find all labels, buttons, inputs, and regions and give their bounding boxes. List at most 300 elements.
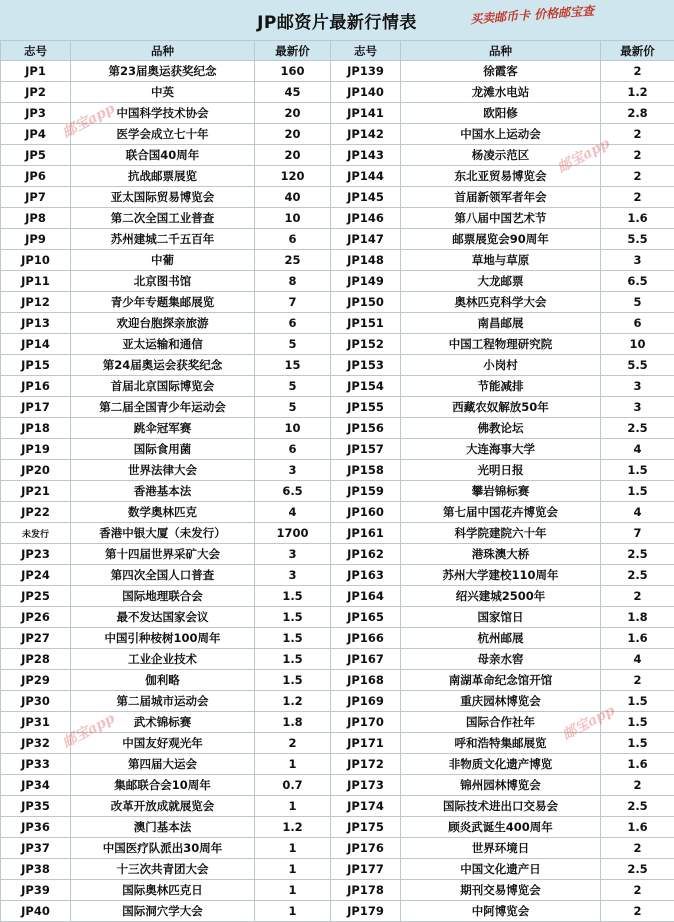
cell-name: 中国水上运动会 <box>401 124 601 145</box>
header-code: 志号 <box>1 41 71 61</box>
cell-name: 中国工程物理研究院 <box>401 334 601 355</box>
cell-price: 10 <box>255 208 331 229</box>
table-row <box>1 502 674 523</box>
cell-price: 5.5 <box>601 229 674 250</box>
cell-name: 苏州建城二千五百年 <box>71 229 255 250</box>
cell-name: 杨凌示范区 <box>401 145 601 166</box>
cell-price: 3 <box>255 544 331 565</box>
cell-price: 2 <box>601 880 674 901</box>
cell-code: JP151 <box>331 313 401 334</box>
cell-code: JP173 <box>331 775 401 796</box>
cell-name: 徐霞客 <box>401 61 601 82</box>
cell-name: 杭州邮展 <box>401 628 601 649</box>
cell-name: 顾炎武诞生400周年 <box>401 817 601 838</box>
table-row <box>1 733 674 754</box>
cell-name: 大连海事大学 <box>401 439 601 460</box>
cell-code: JP38 <box>1 859 71 880</box>
cell-price: 10 <box>601 334 674 355</box>
header-row <box>1 41 674 61</box>
cell-name: 光明日报 <box>401 460 601 481</box>
table-row <box>1 607 674 628</box>
cell-price: 120 <box>255 166 331 187</box>
table-row <box>1 838 674 859</box>
cell-price: 2 <box>601 586 674 607</box>
cell-code: JP145 <box>331 187 401 208</box>
cell-name: 中国引种桉树100周年 <box>71 628 255 649</box>
cell-name: 跳伞冠军赛 <box>71 418 255 439</box>
cell-price: 20 <box>255 145 331 166</box>
cell-price: 1.2 <box>255 691 331 712</box>
cell-price: 2.5 <box>601 859 674 880</box>
cell-price: 5.5 <box>601 355 674 376</box>
cell-code: JP174 <box>331 796 401 817</box>
table-row <box>1 397 674 418</box>
table-row <box>1 229 674 250</box>
cell-name: 国际地理联合会 <box>71 586 255 607</box>
cell-code: JP150 <box>331 292 401 313</box>
cell-code: JP172 <box>331 754 401 775</box>
cell-code: 未发行 <box>1 523 71 544</box>
cell-name: 草地与草原 <box>401 250 601 271</box>
cell-price: 1 <box>255 796 331 817</box>
table-row <box>1 754 674 775</box>
cell-name: 第二届全国青少年运动会 <box>71 397 255 418</box>
cell-code: JP153 <box>331 355 401 376</box>
cell-code: JP175 <box>331 817 401 838</box>
cell-code: JP178 <box>331 880 401 901</box>
table-row <box>1 439 674 460</box>
table-row <box>1 775 674 796</box>
cell-price: 1.5 <box>255 649 331 670</box>
cell-price: 7 <box>255 292 331 313</box>
cell-code: JP168 <box>331 670 401 691</box>
table-row <box>1 481 674 502</box>
cell-price: 1.5 <box>255 607 331 628</box>
cell-code: JP22 <box>1 502 71 523</box>
table-row <box>1 166 674 187</box>
cell-name: 小岗村 <box>401 355 601 376</box>
cell-name: 国际合作社年 <box>401 712 601 733</box>
cell-name: 中国科学技术协会 <box>71 103 255 124</box>
header-price: 最新价 <box>601 41 674 61</box>
cell-code: JP2 <box>1 82 71 103</box>
table-row <box>1 880 674 901</box>
cell-price: 1.5 <box>601 691 674 712</box>
cell-price: 1.5 <box>601 712 674 733</box>
cell-code: JP1 <box>1 61 71 82</box>
cell-price: 1 <box>255 838 331 859</box>
cell-price: 6 <box>255 313 331 334</box>
cell-name: 第十四届世界采矿大会 <box>71 544 255 565</box>
cell-price: 1.5 <box>255 586 331 607</box>
cell-price: 10 <box>255 418 331 439</box>
cell-price: 2.8 <box>601 103 674 124</box>
cell-price: 1.8 <box>601 607 674 628</box>
cell-price: 8 <box>255 271 331 292</box>
cell-name: 第四届大运会 <box>71 754 255 775</box>
header-price: 最新价 <box>255 41 331 61</box>
cell-code: JP11 <box>1 271 71 292</box>
cell-code: JP5 <box>1 145 71 166</box>
cell-price: 25 <box>255 250 331 271</box>
table-row <box>1 313 674 334</box>
cell-price: 20 <box>255 124 331 145</box>
cell-price: 3 <box>601 376 674 397</box>
cell-code: JP177 <box>331 859 401 880</box>
cell-code: JP39 <box>1 880 71 901</box>
cell-code: JP166 <box>331 628 401 649</box>
cell-price: 6.5 <box>601 271 674 292</box>
table-row <box>1 565 674 586</box>
cell-price: 1 <box>255 754 331 775</box>
cell-name: 医学会成立七十年 <box>71 124 255 145</box>
cell-price: 1.5 <box>601 460 674 481</box>
table-row <box>1 586 674 607</box>
watermark: 邮宝app <box>554 133 613 177</box>
cell-code: JP149 <box>331 271 401 292</box>
cell-name: 中国友好观光年 <box>71 733 255 754</box>
cell-price: 4 <box>601 439 674 460</box>
cell-name: 绍兴建城2500年 <box>401 586 601 607</box>
cell-price: 2.5 <box>601 544 674 565</box>
cell-code: JP19 <box>1 439 71 460</box>
cell-code: JP161 <box>331 523 401 544</box>
header-code: 志号 <box>331 41 401 61</box>
table-row <box>1 817 674 838</box>
cell-name: 苏州大学建校110周年 <box>401 565 601 586</box>
cell-name: 大龙邮票 <box>401 271 601 292</box>
cell-name: 港珠澳大桥 <box>401 544 601 565</box>
cell-name: 伽利略 <box>71 670 255 691</box>
cell-name: 香港基本法 <box>71 481 255 502</box>
cell-code: JP3 <box>1 103 71 124</box>
cell-name: 中国文化遗产日 <box>401 859 601 880</box>
cell-name: 国家馆日 <box>401 607 601 628</box>
cell-price: 20 <box>255 103 331 124</box>
cell-price: 2.5 <box>601 565 674 586</box>
cell-name: 龙滩水电站 <box>401 82 601 103</box>
cell-name: 十三次共青团大会 <box>71 859 255 880</box>
cell-code: JP15 <box>1 355 71 376</box>
cell-name: 世界法律大会 <box>71 460 255 481</box>
cell-code: JP36 <box>1 817 71 838</box>
cell-code: JP154 <box>331 376 401 397</box>
cell-name: 节能减排 <box>401 376 601 397</box>
cell-price: 1.2 <box>601 82 674 103</box>
cell-price: 1.5 <box>601 481 674 502</box>
cell-price: 160 <box>255 61 331 82</box>
cell-price: 1.5 <box>255 670 331 691</box>
cell-name: 工业企业技术 <box>71 649 255 670</box>
cell-name: 国际奥林匹克日 <box>71 880 255 901</box>
cell-price: 45 <box>255 82 331 103</box>
cell-name: 期刊交易博览会 <box>401 880 601 901</box>
table-row <box>1 418 674 439</box>
table-row <box>1 859 674 880</box>
cell-code: JP16 <box>1 376 71 397</box>
table-row <box>1 523 674 544</box>
table-row <box>1 61 674 82</box>
cell-name: 欢迎台胞探亲旅游 <box>71 313 255 334</box>
cell-code: JP34 <box>1 775 71 796</box>
cell-name: 国际洞穴学大会 <box>71 901 255 922</box>
table-row <box>1 628 674 649</box>
cell-code: JP144 <box>331 166 401 187</box>
cell-price: 2 <box>601 187 674 208</box>
cell-name: 抗战邮票展览 <box>71 166 255 187</box>
table-row <box>1 649 674 670</box>
cell-name: 第七届中国花卉博览会 <box>401 502 601 523</box>
cell-code: JP147 <box>331 229 401 250</box>
cell-price: 2 <box>601 775 674 796</box>
cell-code: JP156 <box>331 418 401 439</box>
cell-price: 40 <box>255 187 331 208</box>
cell-price: 5 <box>601 292 674 313</box>
cell-name: 南昌邮展 <box>401 313 601 334</box>
table-row <box>1 145 674 166</box>
cell-code: JP158 <box>331 460 401 481</box>
header-name: 品种 <box>401 41 601 61</box>
cell-name: 第二次全国工业普查 <box>71 208 255 229</box>
table-row <box>1 292 674 313</box>
cell-name: 国际食用菌 <box>71 439 255 460</box>
cell-code: JP32 <box>1 733 71 754</box>
table-row <box>1 712 674 733</box>
cell-code: JP176 <box>331 838 401 859</box>
cell-name: 南湖革命纪念馆开馆 <box>401 670 601 691</box>
table-row <box>1 691 674 712</box>
cell-name: 第二届城市运动会 <box>71 691 255 712</box>
cell-code: JP20 <box>1 460 71 481</box>
cell-code: JP26 <box>1 607 71 628</box>
cell-name: 武术锦标赛 <box>71 712 255 733</box>
cell-name: 东北亚贸易博览会 <box>401 166 601 187</box>
cell-price: 1.6 <box>601 208 674 229</box>
cell-code: JP171 <box>331 733 401 754</box>
table-row <box>1 901 674 922</box>
cell-code: JP27 <box>1 628 71 649</box>
cell-code: JP143 <box>331 145 401 166</box>
table-row <box>1 82 674 103</box>
table-row <box>1 670 674 691</box>
cell-name: 重庆园林博览会 <box>401 691 601 712</box>
cell-code: JP152 <box>331 334 401 355</box>
cell-name: 数学奥林匹克 <box>71 502 255 523</box>
cell-code: JP30 <box>1 691 71 712</box>
cell-price: 7 <box>601 523 674 544</box>
header-name: 品种 <box>71 41 255 61</box>
cell-name: 首届北京国际博览会 <box>71 376 255 397</box>
cell-price: 1 <box>255 901 331 922</box>
cell-price: 6 <box>255 439 331 460</box>
cell-code: JP148 <box>331 250 401 271</box>
cell-code: JP162 <box>331 544 401 565</box>
cell-price: 2 <box>255 733 331 754</box>
cell-code: JP25 <box>1 586 71 607</box>
cell-price: 3 <box>601 397 674 418</box>
cell-price: 6 <box>601 313 674 334</box>
cell-price: 2 <box>601 901 674 922</box>
cell-name: 北京图书馆 <box>71 271 255 292</box>
cell-code: JP28 <box>1 649 71 670</box>
cell-name: 攀岩锦标赛 <box>401 481 601 502</box>
cell-name: 非物质文化遗产博览 <box>401 754 601 775</box>
cell-code: JP18 <box>1 418 71 439</box>
cell-name: 中英 <box>71 82 255 103</box>
cell-name: 奥林匹克科学大会 <box>401 292 601 313</box>
cell-price: 5 <box>255 334 331 355</box>
table-row <box>1 208 674 229</box>
cell-name: 中国医疗队派出30周年 <box>71 838 255 859</box>
cell-code: JP6 <box>1 166 71 187</box>
table-row <box>1 544 674 565</box>
cell-price: 3 <box>255 460 331 481</box>
cell-price: 2.5 <box>601 796 674 817</box>
cell-price: 6 <box>255 229 331 250</box>
table-row <box>1 796 674 817</box>
cell-code: JP142 <box>331 124 401 145</box>
cell-code: JP8 <box>1 208 71 229</box>
cell-price: 1700 <box>255 523 331 544</box>
table-row <box>1 460 674 481</box>
cell-name: 集邮联合会10周年 <box>71 775 255 796</box>
cell-name: 首届新领军者年会 <box>401 187 601 208</box>
table-row <box>1 376 674 397</box>
cell-price: 5 <box>255 376 331 397</box>
cell-code: JP33 <box>1 754 71 775</box>
cell-code: JP170 <box>331 712 401 733</box>
cell-price: 4 <box>255 502 331 523</box>
title-bar <box>0 0 674 41</box>
cell-code: JP7 <box>1 187 71 208</box>
cell-price: 6.5 <box>255 481 331 502</box>
cell-name: 母亲水窖 <box>401 649 601 670</box>
cell-code: JP140 <box>331 82 401 103</box>
cell-name: 青少年专题集邮展览 <box>71 292 255 313</box>
cell-price: 1.6 <box>601 817 674 838</box>
cell-code: JP10 <box>1 250 71 271</box>
cell-code: JP139 <box>331 61 401 82</box>
cell-code: JP159 <box>331 481 401 502</box>
cell-price: 1 <box>255 880 331 901</box>
slogan-stamp: 买卖邮币卡 价格邮宝查 <box>470 2 595 28</box>
cell-price: 4 <box>601 649 674 670</box>
cell-price: 2 <box>601 670 674 691</box>
cell-price: 1.6 <box>601 628 674 649</box>
cell-name: 第四次全国人口普查 <box>71 565 255 586</box>
cell-price: 2 <box>601 166 674 187</box>
cell-price: 2 <box>601 838 674 859</box>
cell-code: JP14 <box>1 334 71 355</box>
cell-name: 香港中银大厦（未发行） <box>71 523 255 544</box>
cell-name: 欧阳修 <box>401 103 601 124</box>
cell-price: 4 <box>601 502 674 523</box>
cell-code: JP13 <box>1 313 71 334</box>
cell-code: JP9 <box>1 229 71 250</box>
cell-name: 中阿博览会 <box>401 901 601 922</box>
table-row <box>1 334 674 355</box>
cell-price: 1.6 <box>601 754 674 775</box>
cell-price: 1 <box>255 859 331 880</box>
cell-name: 邮票展览会90周年 <box>401 229 601 250</box>
cell-code: JP169 <box>331 691 401 712</box>
cell-name: 亚太国际贸易博览会 <box>71 187 255 208</box>
cell-code: JP31 <box>1 712 71 733</box>
cell-code: JP155 <box>331 397 401 418</box>
cell-code: JP4 <box>1 124 71 145</box>
cell-code: JP23 <box>1 544 71 565</box>
cell-code: JP157 <box>331 439 401 460</box>
cell-price: 3 <box>601 250 674 271</box>
cell-code: JP40 <box>1 901 71 922</box>
cell-price: 1.2 <box>255 817 331 838</box>
cell-price: 1.5 <box>255 628 331 649</box>
cell-price: 2 <box>601 124 674 145</box>
table-row <box>1 250 674 271</box>
cell-price: 2 <box>601 145 674 166</box>
cell-name: 中葡 <box>71 250 255 271</box>
cell-price: 0.7 <box>255 775 331 796</box>
cell-name: 最不发达国家会议 <box>71 607 255 628</box>
table-row <box>1 124 674 145</box>
table-row <box>1 355 674 376</box>
price-table <box>0 40 674 922</box>
cell-price: 15 <box>255 355 331 376</box>
cell-code: JP141 <box>331 103 401 124</box>
cell-code: JP146 <box>331 208 401 229</box>
watermark: 邮宝app <box>559 700 618 744</box>
cell-name: 国际技术进出口交易会 <box>401 796 601 817</box>
cell-code: JP35 <box>1 796 71 817</box>
watermark: 邮宝app <box>59 98 118 142</box>
cell-name: 第23届奥运获奖纪念 <box>71 61 255 82</box>
cell-name: 科学院建院六十年 <box>401 523 601 544</box>
cell-code: JP167 <box>331 649 401 670</box>
cell-name: 锦州园林博览会 <box>401 775 601 796</box>
cell-price: 2.5 <box>601 418 674 439</box>
cell-name: 澳门基本法 <box>71 817 255 838</box>
cell-name: 改革开放成就展览会 <box>71 796 255 817</box>
cell-name: 呼和浩特集邮展览 <box>401 733 601 754</box>
cell-price: 1.8 <box>255 712 331 733</box>
page-title: JP邮资片最新行情表 <box>0 8 674 33</box>
cell-name: 西藏农奴解放50年 <box>401 397 601 418</box>
cell-code: JP165 <box>331 607 401 628</box>
cell-name: 第24届奥运会获奖纪念 <box>71 355 255 376</box>
table-row <box>1 187 674 208</box>
cell-code: JP24 <box>1 565 71 586</box>
cell-name: 联合国40周年 <box>71 145 255 166</box>
cell-name: 世界环境日 <box>401 838 601 859</box>
cell-code: JP163 <box>331 565 401 586</box>
watermark: 邮宝app <box>59 708 118 752</box>
table-row <box>1 103 674 124</box>
cell-price: 2 <box>601 61 674 82</box>
cell-code: JP164 <box>331 586 401 607</box>
cell-code: JP12 <box>1 292 71 313</box>
cell-code: JP179 <box>331 901 401 922</box>
cell-name: 第八届中国艺术节 <box>401 208 601 229</box>
table-row <box>1 271 674 292</box>
cell-price: 3 <box>255 565 331 586</box>
cell-name: 亚太运输和通信 <box>71 334 255 355</box>
cell-price: 1.5 <box>601 733 674 754</box>
cell-code: JP17 <box>1 397 71 418</box>
cell-code: JP37 <box>1 838 71 859</box>
cell-price: 5 <box>255 397 331 418</box>
cell-code: JP160 <box>331 502 401 523</box>
cell-code: JP29 <box>1 670 71 691</box>
